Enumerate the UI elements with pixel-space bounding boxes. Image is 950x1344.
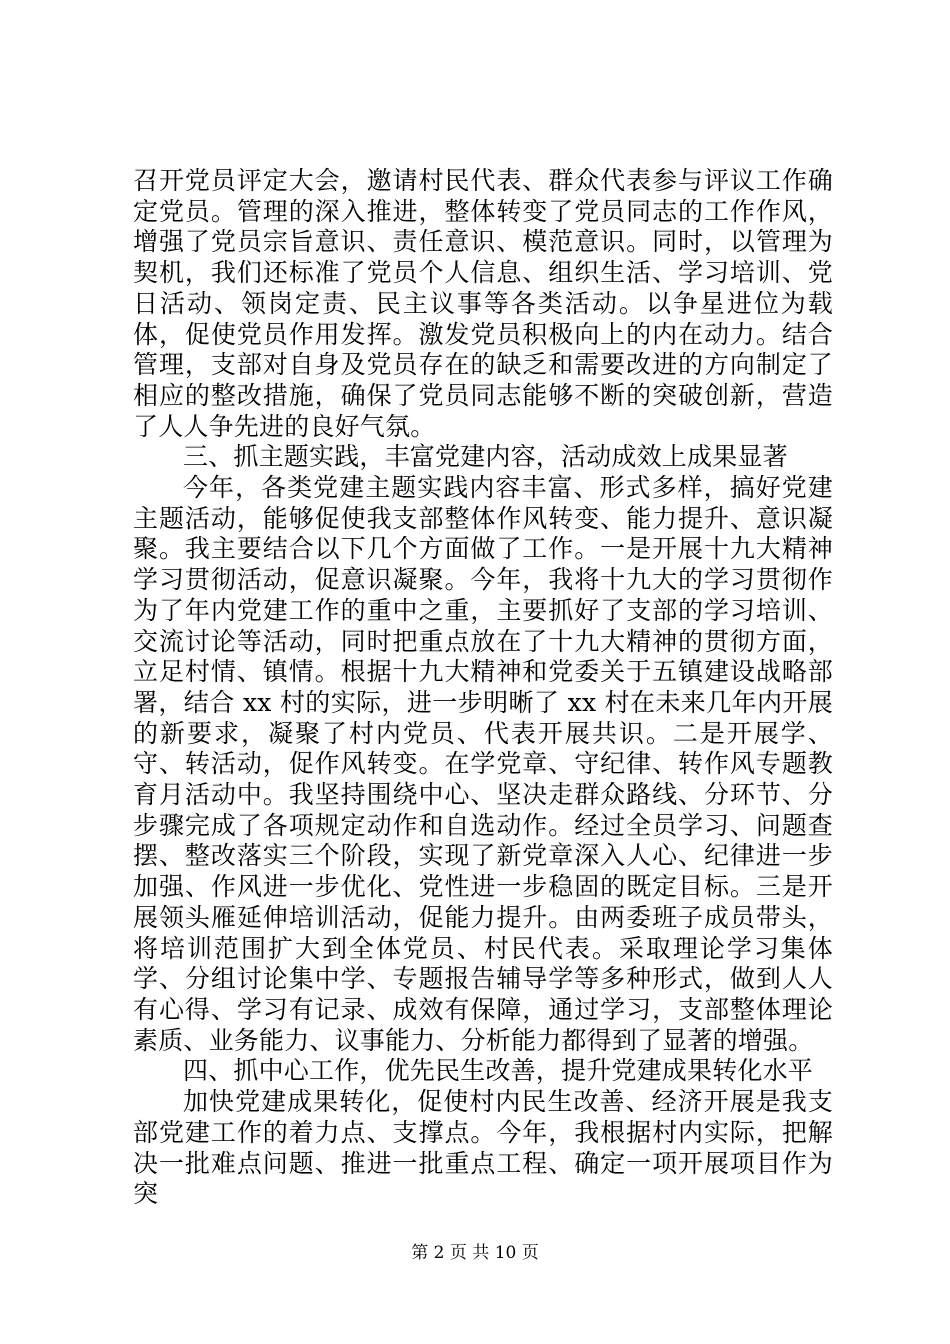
section-heading-four: 四、抓中心工作，优先民生改善，提升党建成果转化水平 <box>183 1056 814 1086</box>
paragraph-section-four: 加快党建成果转化，促使村内民生改善、经济开展是我支部党建工作的着力点、支撑点。今年，我根据村内实际，把解决一批难点问题、推进一批重点工程、确定一项开展项目作为突 <box>133 1087 833 1209</box>
page-footer <box>0 1242 950 1264</box>
section-heading-three: 三、抓主题实践，丰富党建内容，活动成效上成果显著 <box>183 442 788 472</box>
document-body <box>133 166 833 1210</box>
page-number-label: 第 2 页 共 10 页 <box>411 1243 539 1263</box>
paragraph-section-three: 今年，各类党建主题实践内容丰富、形式多样，搞好党建主题活动，能够促使我支部整体作风转变、能力提升、意识凝聚。我主要结合以下几个方面做了工作。一是开展十九大精神学习贯彻活动，促意识凝聚。今年，我将十九大的学习贯彻作为了年内党建工作的重中之重，主要抓好了支部的学习培训、交流讨论等活动，同时把重点放在了十九大精神的贯彻方面，立足村情、镇情。根据十九大精神和党委关于五镇建设战略部署，结合 xx 村的实际，进一步明晰了 xx 村在未来几年内开展的新要求，凝聚了村内党员、代表开展共识。二是开展学、守、转活动，促作风转变。在学党章、守纪律、转作风专题教育月活动中。我坚持围绕中心、坚决走群众路线、分环节、分步骤完成了各项规定动作和自选动作。经过全员学习、问题查摆、整改落实三个阶段，实现了新党章深入人心、纪律进一步加强、作风进一步优化、党性进一步稳固的既定目标。三是开展领头雁延伸培训活动，促能力提升。由两委班子成员带头，将培训范围扩大到全体党员、村民代表。采取理论学习集体学、分组讨论集中学、专题报告辅导学等多种形式，做到人人有心得、学习有记录、成效有保障，通过学习，支部整体理论素质、业务能力、议事能力、分析能力都得到了显著的增强。 <box>133 473 833 1055</box>
paragraph-continuation: 召开党员评定大会，邀请村民代表、群众代表参与评议工作确定党员。管理的深入推进，整体转变了党员同志的工作作风，增强了党员宗旨意识、责任意识、模范意识。同时，以管理为契机，我们还标准了党员个人信息、组织生活、学习培训、党日活动、领岗定责、民主议事等各类活动。以争星进位为载体，促使党员作用发挥。激发党员积极向上的内在动力。结合管理，支部对自身及党员存在的缺乏和需要改进的方向制定了相应的整改措施，确保了党员同志能够不断的突破创新，营造了人人争先进的良好气氛。 <box>133 166 833 441</box>
